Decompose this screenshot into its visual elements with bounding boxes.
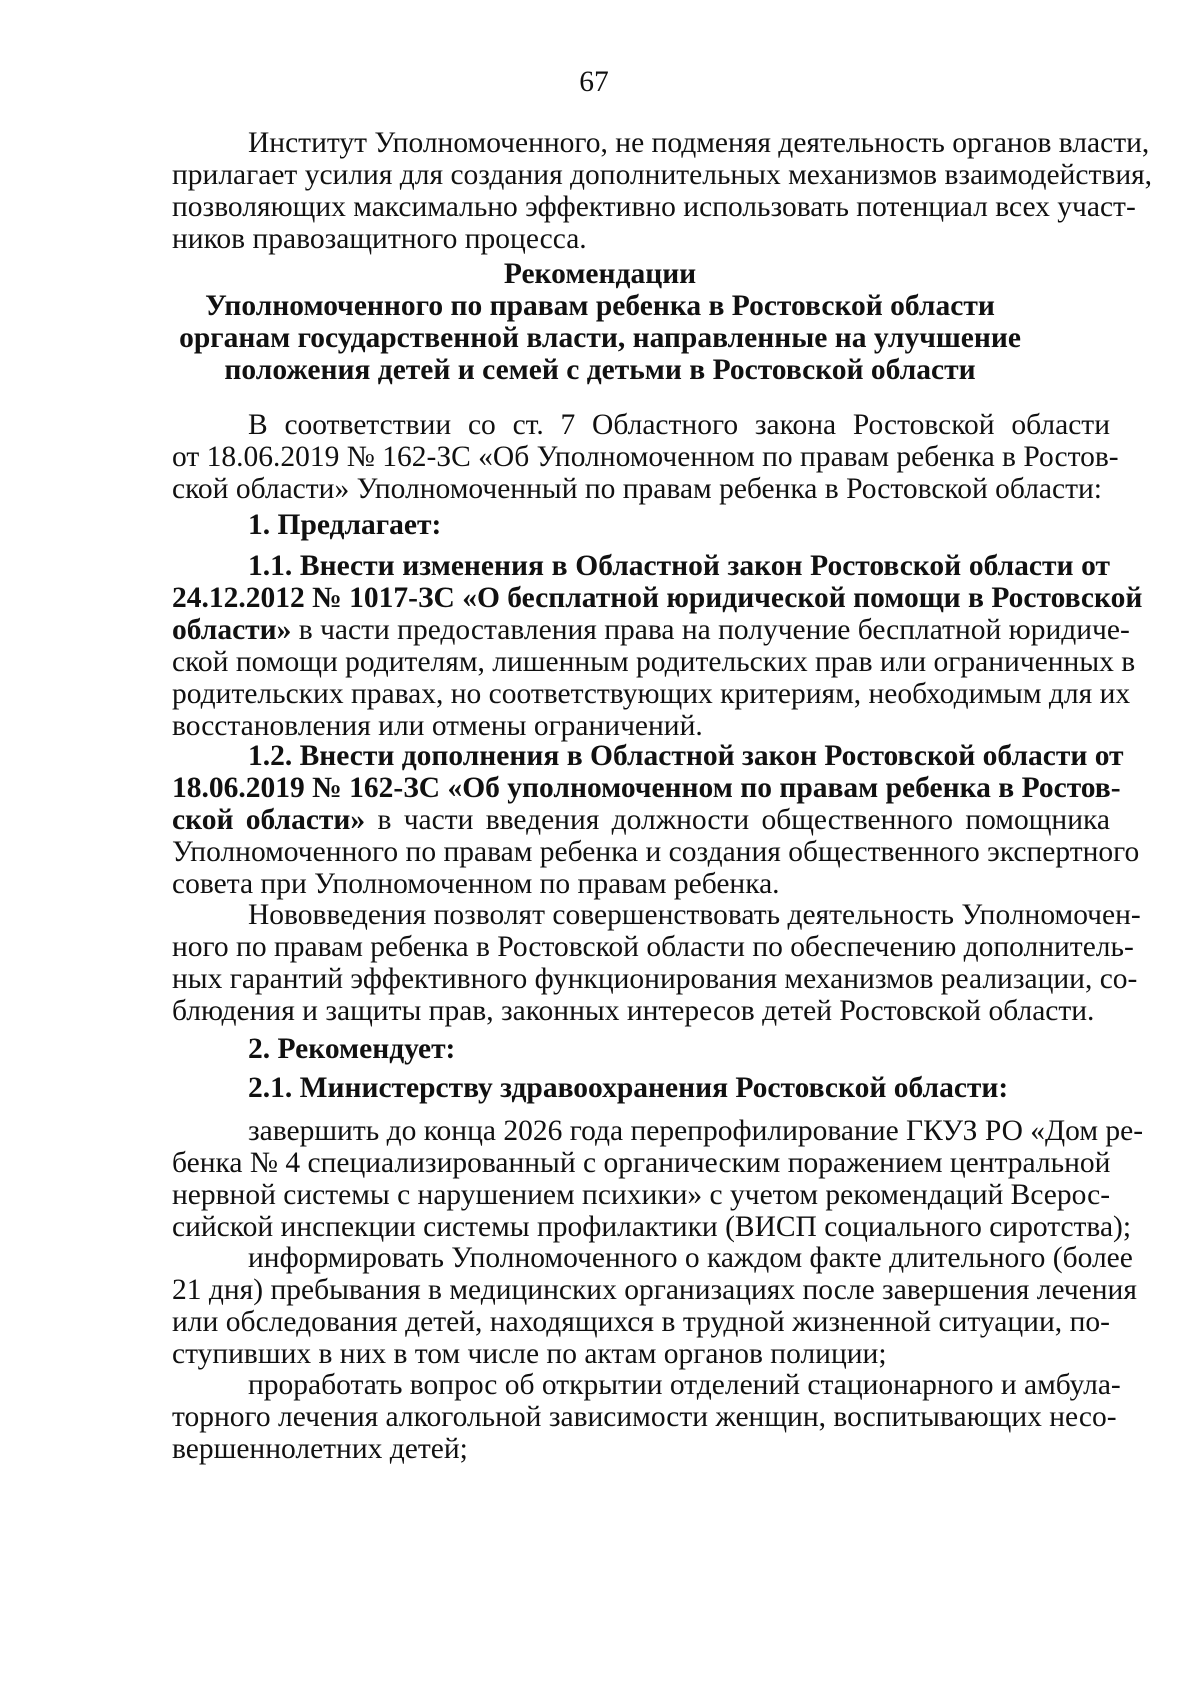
- text-line: восстановления или отмены ограничений.: [172, 710, 703, 742]
- text-line: ступивших в них в том числе по актам органов полиции;: [172, 1338, 887, 1370]
- text-line: проработать вопрос об открытии отделений стационарного и амбула-: [248, 1369, 1121, 1401]
- text-line: 1.1. Внести изменения в Областной закон Ростовской области от: [248, 550, 1110, 582]
- text-line: 18.06.2019 № 162-ЗС «Об уполномоченном по правам ребенка в Ростов-: [172, 772, 1121, 804]
- bold-fragment: области»: [172, 614, 292, 646]
- preamble-paragraph: [172, 409, 1119, 505]
- text-line: [172, 804, 1110, 836]
- text-fragment: в части предоставления права на получение бесплатной юридиче-: [291, 614, 1130, 646]
- text-line: Институт Уполномоченного, не подменяя деятельность органов власти,: [248, 127, 1150, 159]
- section-2-title: 2. Рекомендует:: [248, 1033, 456, 1065]
- text-line: ников правозащитного процесса.: [172, 223, 587, 255]
- text-line: от 18.06.2019 № 162-ЗС «Об Уполномоченном по правам ребенка в Ростов-: [172, 441, 1119, 473]
- paragraph-b: [172, 1242, 1137, 1370]
- text-line: информировать Уполномоченного о каждом факте длительного (более: [248, 1242, 1133, 1274]
- text-line: нервной системы с нарушением психики» с учетом рекомендаций Всерос-: [172, 1179, 1111, 1211]
- bold-fragment: ской области»: [172, 804, 366, 836]
- text-line: ской области» Уполномоченный по правам ребенка в Ростовской области:: [172, 473, 1102, 505]
- text-line: Уполномоченного по правам ребенка и создания общественного экспертного: [172, 836, 1140, 868]
- text-line: прилагает усилия для создания дополнительных механизмов взаимодействия,: [172, 159, 1153, 191]
- text-line: позволяющих максимально эффективно использовать потенциал всех участ-: [172, 191, 1136, 223]
- text-line: ного по правам ребенка в Ростовской области по обеспечению дополнитель-: [172, 931, 1134, 963]
- item-1-1: [172, 550, 1143, 742]
- heading-line: положения детей и семей с детьми в Ростовской области: [224, 354, 976, 386]
- section-2-1-title: 2.1. Министерству здравоохранения Ростовской области:: [248, 1072, 1009, 1104]
- text-line: сийской инспекции системы профилактики (ВИСП социального сиротства);: [172, 1211, 1132, 1243]
- text-line: торного лечения алкогольной зависимости женщин, воспитывающих несо-: [172, 1401, 1117, 1433]
- text-line: 24.12.2012 № 1017-ЗС «О бесплатной юридической помощи в Ростовской: [172, 582, 1143, 614]
- heading-line: Рекомендации: [503, 258, 697, 290]
- text-line: завершить до конца 2026 года перепрофилирование ГКУЗ РО «Дом ре-: [248, 1115, 1144, 1147]
- text-line: совета при Уполномоченном по правам ребенка.: [172, 868, 780, 900]
- page-number: 67: [579, 66, 609, 98]
- text-line: ных гарантий эффективного функционирования механизмов реализации, со-: [172, 963, 1138, 995]
- text-line: или обследования детей, находящихся в трудной жизненной ситуации, по-: [172, 1306, 1110, 1338]
- paragraph-a: [172, 1115, 1144, 1243]
- text-fragment: в части введения должности общественного помощника: [365, 804, 1110, 836]
- text-line: бенка № 4 специализированный с органическим поражением центральной: [172, 1147, 1111, 1179]
- innovations-paragraph: [172, 899, 1141, 1027]
- intro-paragraph: [172, 127, 1153, 255]
- section-2-title-block: [172, 1033, 1110, 1065]
- item-1-2: [172, 740, 1140, 900]
- section-heading: [150, 258, 1050, 386]
- text-line: Нововведения позволят совершенствовать деятельность Уполномочен-: [248, 899, 1141, 931]
- text-line: 1.2. Внести дополнения в Областной закон Ростовской области от: [248, 740, 1124, 772]
- text-line: В соответствии со ст. 7 Областного закона Ростовской области: [248, 409, 1110, 441]
- text-line: блюдения и защиты прав, законных интересов детей Ростовской области.: [172, 995, 1095, 1027]
- section-1-title-block: [172, 509, 1110, 541]
- heading-line: Уполномоченного по правам ребенка в Ростовской области: [205, 290, 995, 322]
- section-2-1-title-block: [172, 1072, 1110, 1104]
- heading-line: органам государственной власти, направленные на улучшение: [179, 322, 1021, 354]
- paragraph-c: [172, 1369, 1121, 1465]
- text-line: родительских правах, но соответствующих критериям, необходимым для их: [172, 678, 1131, 710]
- text-line: [172, 614, 1130, 646]
- text-line: ской помощи родителям, лишенным родительских прав или ограниченных в: [172, 646, 1136, 678]
- text-line: вершеннолетних детей;: [172, 1433, 468, 1465]
- section-1-title: 1. Предлагает:: [248, 509, 442, 541]
- text-line: 21 дня) пребывания в медицинских организациях после завершения лечения: [172, 1274, 1137, 1306]
